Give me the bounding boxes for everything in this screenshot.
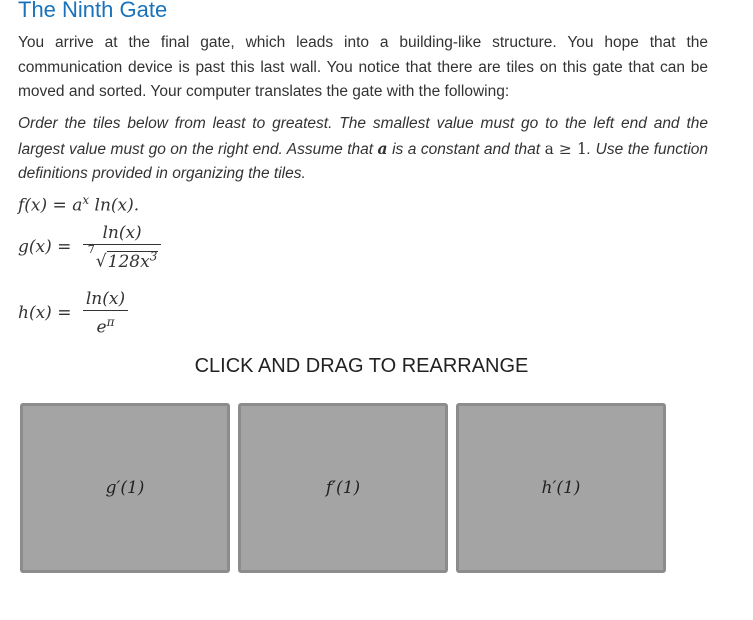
h-den-exp: π [106, 315, 115, 329]
constant-a: a [377, 138, 388, 158]
radical-sign: √ [95, 251, 107, 272]
h-lhs: h(x) = [18, 303, 72, 324]
equation-f [18, 193, 139, 216]
tile-label: h′(1) [541, 478, 581, 498]
intro-text: You arrive at the final gate, which leads into a building-like structure. You hope that the communication device is past this last wall. You notice that there are tiles on this gate that can be moved and sorted. Your computer translates the gate with the following: [18, 34, 708, 100]
radicand-base: 128x [107, 251, 150, 272]
equation-h [18, 288, 128, 339]
f-lhs: f(x) = [18, 195, 73, 216]
tile-f-prime[interactable] [238, 403, 448, 573]
task-part3: . Use the function definitions provided in organizing the tiles. [18, 140, 709, 182]
task-text [18, 112, 708, 187]
task-part2: is a constant and that [387, 140, 545, 158]
root-index: 7 [87, 243, 95, 256]
condition: a ≥ 1 [544, 139, 587, 158]
h-den-base: e [96, 317, 107, 338]
g-lhs: g(x) = [18, 237, 72, 258]
page-title: The Ninth Gate [18, 0, 168, 22]
h-numerator: ln(x) [83, 288, 128, 311]
f-base: a [72, 195, 83, 216]
g-denominator [83, 245, 162, 273]
seventh-root [86, 245, 159, 273]
tile-g-prime[interactable] [20, 403, 230, 573]
radicand-exp: 3 [149, 249, 158, 263]
f-rest: ln(x). [89, 195, 140, 216]
h-fraction [83, 288, 128, 339]
f-exp: x [82, 193, 90, 207]
tile-label: f′(1) [325, 478, 361, 498]
task-part1: Order the tiles below from least to greatest. The smallest value must go to the left end and the largest value must go on the right end. Assume that [18, 115, 708, 158]
radicand [107, 251, 159, 272]
equation-g [18, 222, 161, 273]
tile-label: g′(1) [105, 478, 145, 498]
drag-instruction: CLICK AND DRAG TO REARRANGE [194, 355, 529, 377]
g-numerator: ln(x) [83, 222, 162, 245]
tile-h-prime[interactable] [456, 403, 666, 573]
h-denominator [83, 311, 128, 339]
g-fraction [83, 222, 162, 273]
